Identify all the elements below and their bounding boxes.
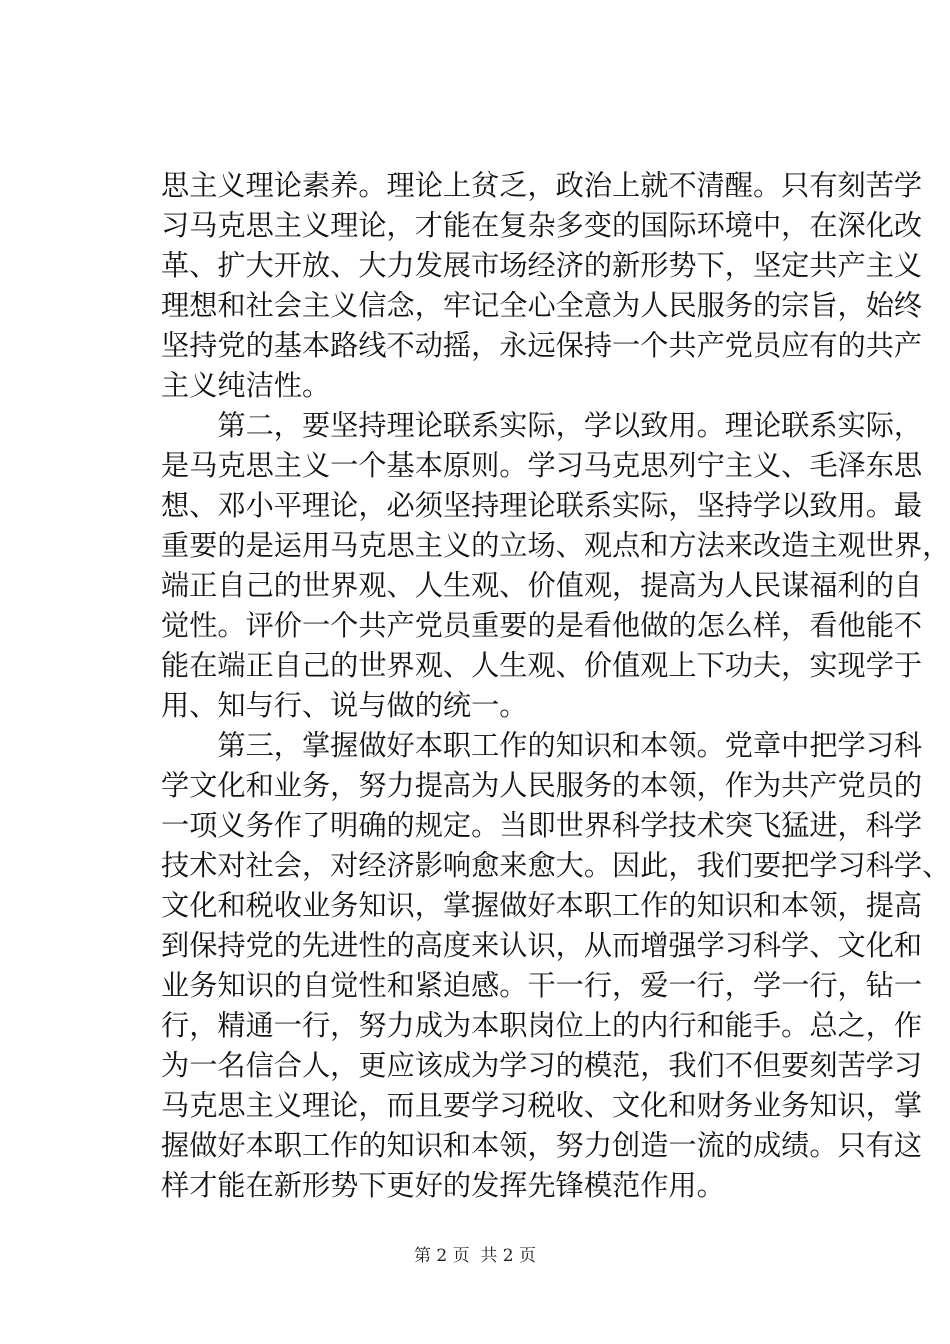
text-line: 能在端正自己的世界观、人生观、价值观上下功夫，实现学于 xyxy=(161,649,923,682)
text-line: 重要的是运用马克思主义的立场、观点和方法来改造主观世界， xyxy=(161,529,950,562)
text-line: 想、邓小平理论，必须坚持理论联系实际，坚持学以致用。最 xyxy=(161,489,923,522)
text-line: 行，精通一行，努力成为本职岗位上的内行和能手。总之，作 xyxy=(161,1009,923,1042)
text-line: 为一名信合人，更应该成为学习的模范，我们不但要刻苦学习 xyxy=(161,1049,923,1082)
text-line: 第三，掌握做好本职工作的知识和本领。党章中把学习科 xyxy=(161,729,923,762)
text-line: 主义纯洁性。 xyxy=(161,369,331,402)
text-line: 马克思主义理论，而且要学习税收、文化和财务业务知识，掌 xyxy=(161,1089,923,1122)
text-line: 第二，要坚持理论联系实际，学以致用。理论联系实际， xyxy=(161,409,923,442)
text-line: 技术对社会，对经济影响愈来愈大。因此，我们要把学习科学、 xyxy=(161,849,950,882)
text-line: 一项义务作了明确的规定。当即世界科学技术突飞猛进，科学 xyxy=(161,809,923,842)
text-line: 到保持党的先进性的高度来认识，从而增强学习科学、文化和 xyxy=(161,929,923,962)
text-line: 文化和税收业务知识，掌握做好本职工作的知识和本领，提高 xyxy=(161,889,923,922)
text-line: 理想和社会主义信念，牢记全心全意为人民服务的宗旨，始终 xyxy=(161,289,923,322)
text-line: 用、知与行、说与做的统一。 xyxy=(161,689,528,722)
page-number-label: 第 2 页 共 2 页 xyxy=(413,1246,537,1266)
text-line: 端正自己的世界观、人生观、价值观，提高为人民谋福利的自 xyxy=(161,569,923,602)
text-line: 革、扩大开放、大力发展市场经济的新形势下，坚定共产主义 xyxy=(161,249,923,282)
text-line: 样才能在新形势下更好的发挥先锋模范作用。 xyxy=(161,1169,725,1202)
page-footer xyxy=(0,1244,950,1268)
text-line: 握做好本职工作的知识和本领，努力创造一流的成绩。只有这 xyxy=(161,1129,923,1162)
text-line: 业务知识的自觉性和紧迫感。干一行，爱一行，学一行，钻一 xyxy=(161,969,923,1002)
text-line: 思主义理论素养。理论上贫乏，政治上就不清醒。只有刻苦学 xyxy=(161,169,923,202)
text-line: 坚持党的基本路线不动摇，永远保持一个共产党员应有的共产 xyxy=(161,329,923,362)
text-line: 学文化和业务，努力提高为人民服务的本领，作为共产党员的 xyxy=(161,769,923,802)
text-line: 习马克思主义理论，才能在复杂多变的国际环境中，在深化改 xyxy=(161,209,923,242)
text-line: 觉性。评价一个共产党员重要的是看他做的怎么样，看他能不 xyxy=(161,609,923,642)
text-line: 是马克思主义一个基本原则。学习马克思列宁主义、毛泽东思 xyxy=(161,449,923,482)
document-body xyxy=(161,166,950,1206)
